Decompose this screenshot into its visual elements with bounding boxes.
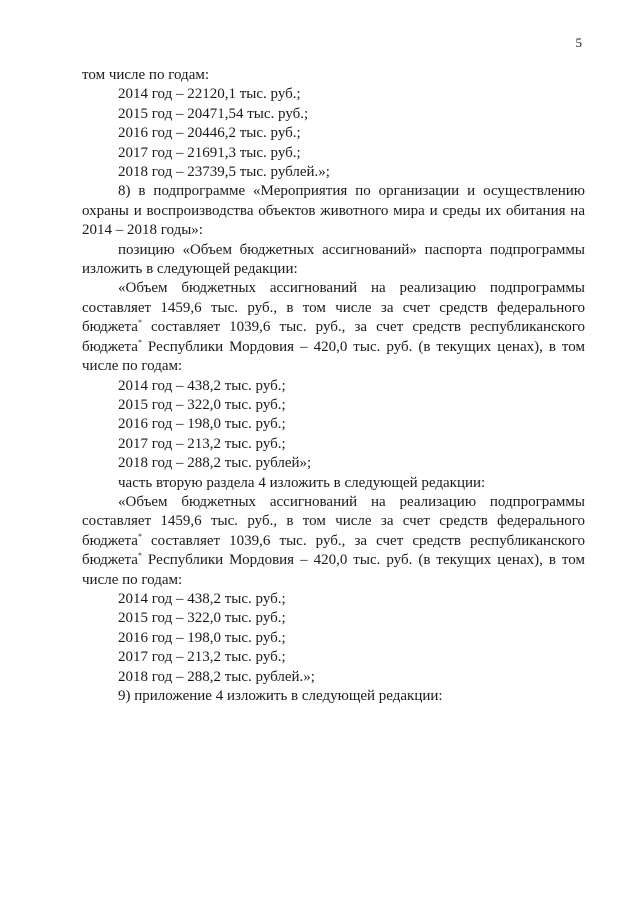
budget-text: составляет 1039,6 тыс. руб., за счет средств республиканского бюджета bbox=[82, 319, 585, 355]
year-line: 2017 год – 213,2 тыс. руб.; bbox=[118, 649, 286, 666]
item-9-paragraph: 9) приложение 4 изложить в следующей редакции: bbox=[118, 688, 443, 704]
year-line: 2018 год – 288,2 тыс. рублей.»; bbox=[118, 668, 315, 685]
page-number: 5 bbox=[575, 35, 582, 50]
budget-text: «Объем бюджетных ассигнований на реализацию подпрограммы составляет 1459,6 тыс. руб., в том числе за счет средств федерального бюджета bbox=[82, 280, 585, 336]
year-line: 2014 год – 438,2 тыс. руб.; bbox=[118, 590, 286, 607]
budget-text: составляет 1039,6 тыс. руб., за счет средств республиканского бюджета bbox=[82, 532, 585, 569]
item-8-paragraph: 8) в подпрограмме «Мероприятия по организации и осуществлению охраны и воспроизводства объектов животного мира и среды их обитания на 2014 – 2018 годы»: bbox=[82, 183, 585, 239]
paragraph-tail: том числе по годам: bbox=[82, 67, 210, 83]
year-line: 2014 год – 22120,1 тыс. руб.; bbox=[118, 86, 301, 103]
footnote-star: * bbox=[137, 551, 142, 561]
year-line: 2016 год – 198,0 тыс. руб.; bbox=[118, 629, 286, 646]
footnote-star: * bbox=[137, 337, 142, 347]
budget-paragraph-2 bbox=[82, 493, 585, 590]
year-line: 2018 год – 23739,5 тыс. рублей.»; bbox=[118, 164, 330, 181]
year-line: 2017 год – 21691,3 тыс. руб.; bbox=[118, 144, 301, 161]
passport-position-paragraph: позицию «Объем бюджетных ассигнований» паспорта подпрограммы изложить в следующей редакции: bbox=[82, 241, 585, 278]
year-line: 2016 год – 198,0 тыс. руб.; bbox=[118, 416, 286, 433]
budget-text: Республики Мордовия – 420,0 тыс. руб. (в текущих ценах), в том числе по годам: bbox=[82, 552, 585, 588]
year-line: 2015 год – 20471,54 тыс. руб.; bbox=[118, 105, 309, 122]
year-line: 2018 год – 288,2 тыс. рублей»; bbox=[118, 455, 312, 472]
section-4-paragraph: часть вторую раздела 4 изложить в следующей редакции: bbox=[118, 474, 486, 491]
document-body bbox=[82, 66, 585, 706]
budget-paragraph-1 bbox=[82, 279, 585, 376]
budget-text: «Объем бюджетных ассигнований на реализацию подпрограммы составляет 1459,6 тыс. руб., в том числе за счет средств федерального бюджета bbox=[82, 493, 585, 549]
budget-text: Республики Мордовия – 420,0 тыс. руб. (в текущих ценах), в том числе по годам: bbox=[82, 338, 585, 375]
footnote-star: * bbox=[137, 531, 142, 541]
footnote-star: * bbox=[137, 318, 142, 328]
year-line: 2015 год – 322,0 тыс. руб.; bbox=[118, 610, 286, 627]
year-line: 2015 год – 322,0 тыс. руб.; bbox=[118, 396, 286, 413]
year-line: 2017 год – 213,2 тыс. руб.; bbox=[118, 435, 286, 452]
year-line: 2016 год – 20446,2 тыс. руб.; bbox=[118, 125, 301, 142]
year-line: 2014 год – 438,2 тыс. руб.; bbox=[118, 377, 286, 394]
